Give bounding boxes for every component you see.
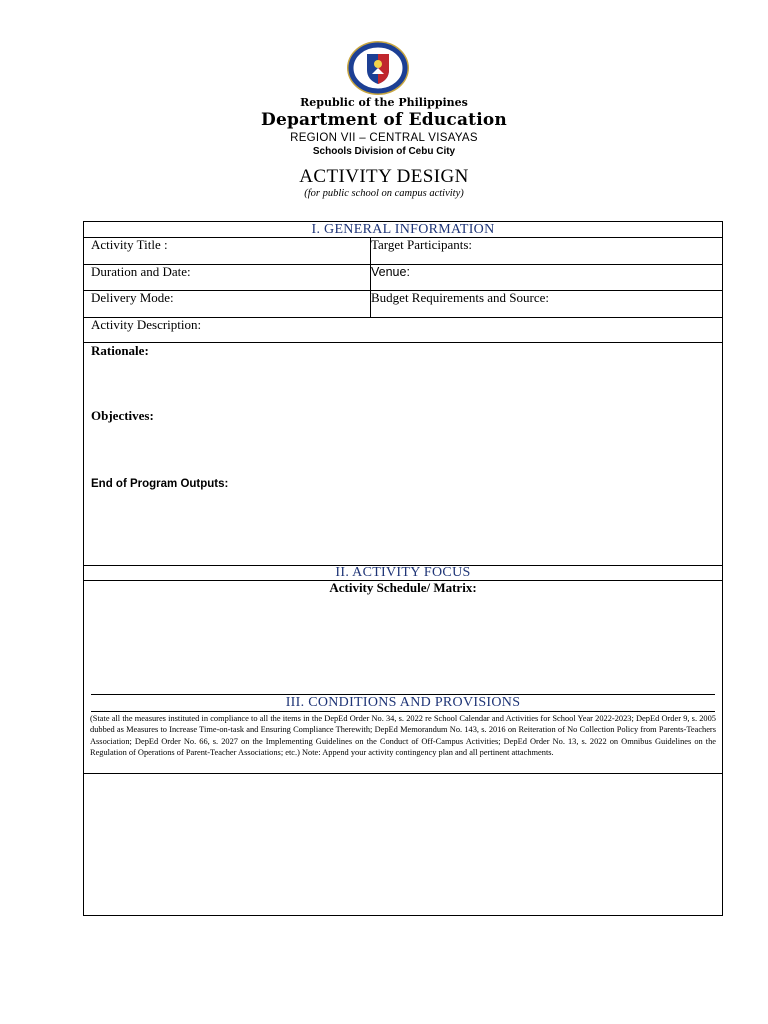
outputs-label: End of Program Outputs:	[91, 478, 229, 490]
deped-seal-icon	[345, 40, 411, 96]
budget-field[interactable]: Budget Requirements and Source:	[371, 290, 549, 305]
section2-heading: II. ACTIVITY FOCUS	[335, 565, 471, 580]
divider	[91, 711, 715, 712]
objectives-label: Objectives:	[91, 408, 154, 423]
delivery-mode-field[interactable]: Delivery Mode:	[91, 290, 174, 305]
target-participants-field[interactable]: Target Participants:	[371, 237, 473, 252]
conditions-note: (State all the measures instituted in compliance to all the items in the DepEd Order No. 34, s. 2022 re School Calendar and Activities for School Year 2022-2023; DepEd Order 9, s. 2005 dubbed as Measures to Increase Time-on-task and Ensuring Compliance Therewith; DepEd Memorandum No. 143, s. 2016 on Reiteration of No Collection Policy from Parents-Teachers Association; DepEd Order No. 66, s. 2027 on the Implementing Guidelines on the Conduct of Off-Campus Activities; DepEd Order No. 13, s. 2022 on Omnibus Guidelines on the Regulation of Operations of Parent-Teacher Associations; etc.) Note: Append your activity contingency plan and all pertinent attachments.	[90, 714, 716, 758]
column-divider	[370, 237, 371, 317]
division-text: Schools Division of Cebu City	[312, 146, 456, 157]
duration-date-field[interactable]: Duration and Date:	[91, 264, 191, 279]
region-text: REGION VII – CENTRAL VISAYAS	[290, 132, 478, 144]
department-text: Department of Education	[261, 110, 507, 130]
activity-design-form	[83, 221, 723, 916]
conditions-entry-area[interactable]	[84, 774, 722, 915]
document-subtitle: (for public school on campus activity)	[304, 188, 464, 199]
activity-title-field[interactable]: Activity Title :	[91, 237, 168, 252]
schedule-matrix-label: Activity Schedule/ Matrix:	[329, 580, 477, 595]
republic-text: Republic of the Philippines	[300, 96, 468, 109]
rationale-label: Rationale:	[91, 343, 149, 358]
activity-description-field[interactable]: Activity Description:	[91, 317, 202, 332]
document-title: ACTIVITY DESIGN	[299, 166, 469, 187]
venue-field[interactable]: Venue:	[371, 265, 410, 279]
section1-heading: I. GENERAL INFORMATION	[311, 222, 495, 237]
divider	[84, 342, 722, 343]
section3-heading: III. CONDITIONS AND PROVISIONS	[285, 695, 521, 710]
